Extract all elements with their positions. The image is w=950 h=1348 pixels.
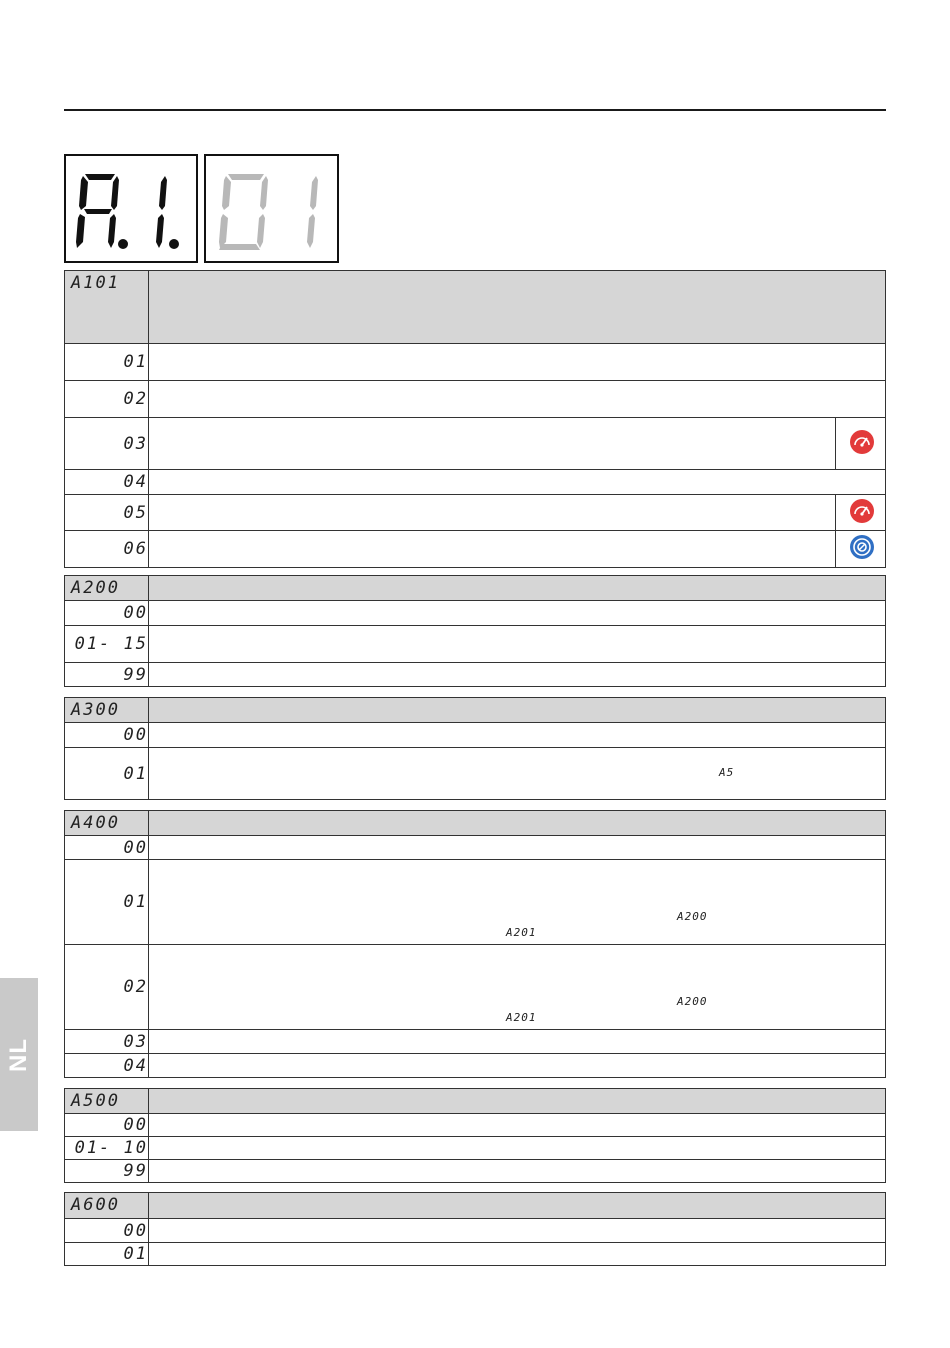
table-row: [65, 344, 886, 381]
param-table-a101: [64, 270, 886, 568]
row-description: [149, 601, 886, 626]
param-table-a500: [64, 1088, 886, 1183]
value-code: 01: [123, 892, 148, 912]
speedometer-icon: [849, 498, 873, 522]
value-code: 01: [123, 352, 148, 372]
row-description: [149, 748, 886, 800]
segment-digits-01: [212, 164, 332, 254]
inline-param-code: A5: [719, 766, 735, 779]
inline-param-code: A201: [506, 1011, 537, 1024]
value-code: 99: [123, 664, 148, 685]
table-row: [65, 723, 886, 748]
table-row: [65, 418, 886, 470]
value-code: 00: [123, 603, 148, 623]
table-row: [65, 381, 886, 418]
speedometer-icon: [849, 429, 873, 453]
value-code: 05: [123, 502, 148, 523]
table-row: [65, 1137, 886, 1160]
header-description: [149, 1193, 886, 1219]
value-code: 01: [123, 763, 148, 784]
table-row: [65, 531, 886, 568]
value-code: 03: [123, 1031, 148, 1052]
table-row: [65, 860, 886, 945]
value-code: 00: [123, 837, 148, 858]
row-description: [149, 381, 886, 418]
header-description: [149, 1089, 886, 1114]
row-description: [149, 860, 886, 945]
table-row: [65, 945, 886, 1030]
row-description: [149, 836, 886, 860]
segment-display-value: [204, 154, 339, 263]
table-row: [65, 748, 886, 800]
language-tab-label: NL: [5, 1037, 32, 1072]
row-description: [149, 1160, 886, 1183]
header-description: [149, 271, 886, 344]
row-description: [149, 723, 886, 748]
row-description: [149, 470, 886, 495]
row-description: [149, 663, 886, 687]
row-description: [149, 1030, 886, 1054]
value-code: 06: [123, 539, 148, 559]
table-row: [65, 1243, 886, 1266]
table-row: [65, 1160, 886, 1183]
inline-param-code: A201: [506, 926, 537, 939]
table-header-row: [65, 1089, 886, 1114]
table-row: [65, 1054, 886, 1078]
row-description: [149, 626, 886, 663]
segment-digits-a1: [71, 164, 191, 254]
row-description: [149, 495, 836, 531]
value-code: 00: [123, 1220, 148, 1241]
value-code: 99: [123, 1161, 148, 1181]
value-code: 01- 10: [74, 1138, 148, 1158]
table-row: [65, 495, 886, 531]
segment-display-parameter: [64, 154, 198, 263]
header-description: [149, 698, 886, 723]
value-code: 03: [123, 433, 148, 454]
table-row: [65, 470, 886, 495]
param-table-a200: [64, 575, 886, 687]
param-code: A600: [71, 1195, 120, 1215]
param-table-a600: [64, 1192, 886, 1266]
value-code: 04: [123, 1055, 148, 1076]
value-code: 04: [123, 472, 148, 492]
row-description: [149, 531, 836, 568]
param-code: A500: [71, 1091, 120, 1111]
row-description: [149, 945, 886, 1030]
inline-param-code: A200: [677, 910, 708, 923]
param-table-a300: [64, 697, 886, 800]
table-row: [65, 663, 886, 687]
row-description: [149, 344, 886, 381]
table-row: [65, 626, 886, 663]
header-description: [149, 576, 886, 601]
value-code: 00: [123, 725, 148, 745]
language-tab: [0, 978, 38, 1131]
value-code: 02: [123, 389, 148, 409]
row-description: [149, 1219, 886, 1243]
table-header-row: [65, 1193, 886, 1219]
table-row: [65, 1219, 886, 1243]
value-code: 00: [123, 1115, 148, 1135]
inline-param-code: A200: [677, 995, 708, 1008]
table-header-row: [65, 698, 886, 723]
table-header-row: [65, 811, 886, 836]
header-description: [149, 811, 886, 836]
param-table-a400: [64, 810, 886, 1078]
row-description: [149, 1137, 886, 1160]
table-row: [65, 601, 886, 626]
param-code: A300: [71, 700, 120, 720]
row-description: [149, 1054, 886, 1078]
value-code: 02: [123, 977, 148, 997]
param-code: A101: [71, 273, 120, 293]
param-code: A200: [71, 578, 120, 598]
table-row: [65, 1030, 886, 1054]
row-description: [149, 1243, 886, 1266]
table-row: [65, 1114, 886, 1137]
table-header-row: [65, 576, 886, 601]
param-code: A400: [71, 813, 120, 833]
table-row: [65, 836, 886, 860]
value-code: 01- 15: [74, 634, 148, 654]
row-description: [149, 1114, 886, 1137]
rotation-gear-icon: [849, 534, 873, 558]
table-header-row: [65, 271, 886, 344]
value-code: 01: [123, 1244, 148, 1264]
top-rule: [64, 109, 886, 111]
row-description: [149, 418, 836, 470]
